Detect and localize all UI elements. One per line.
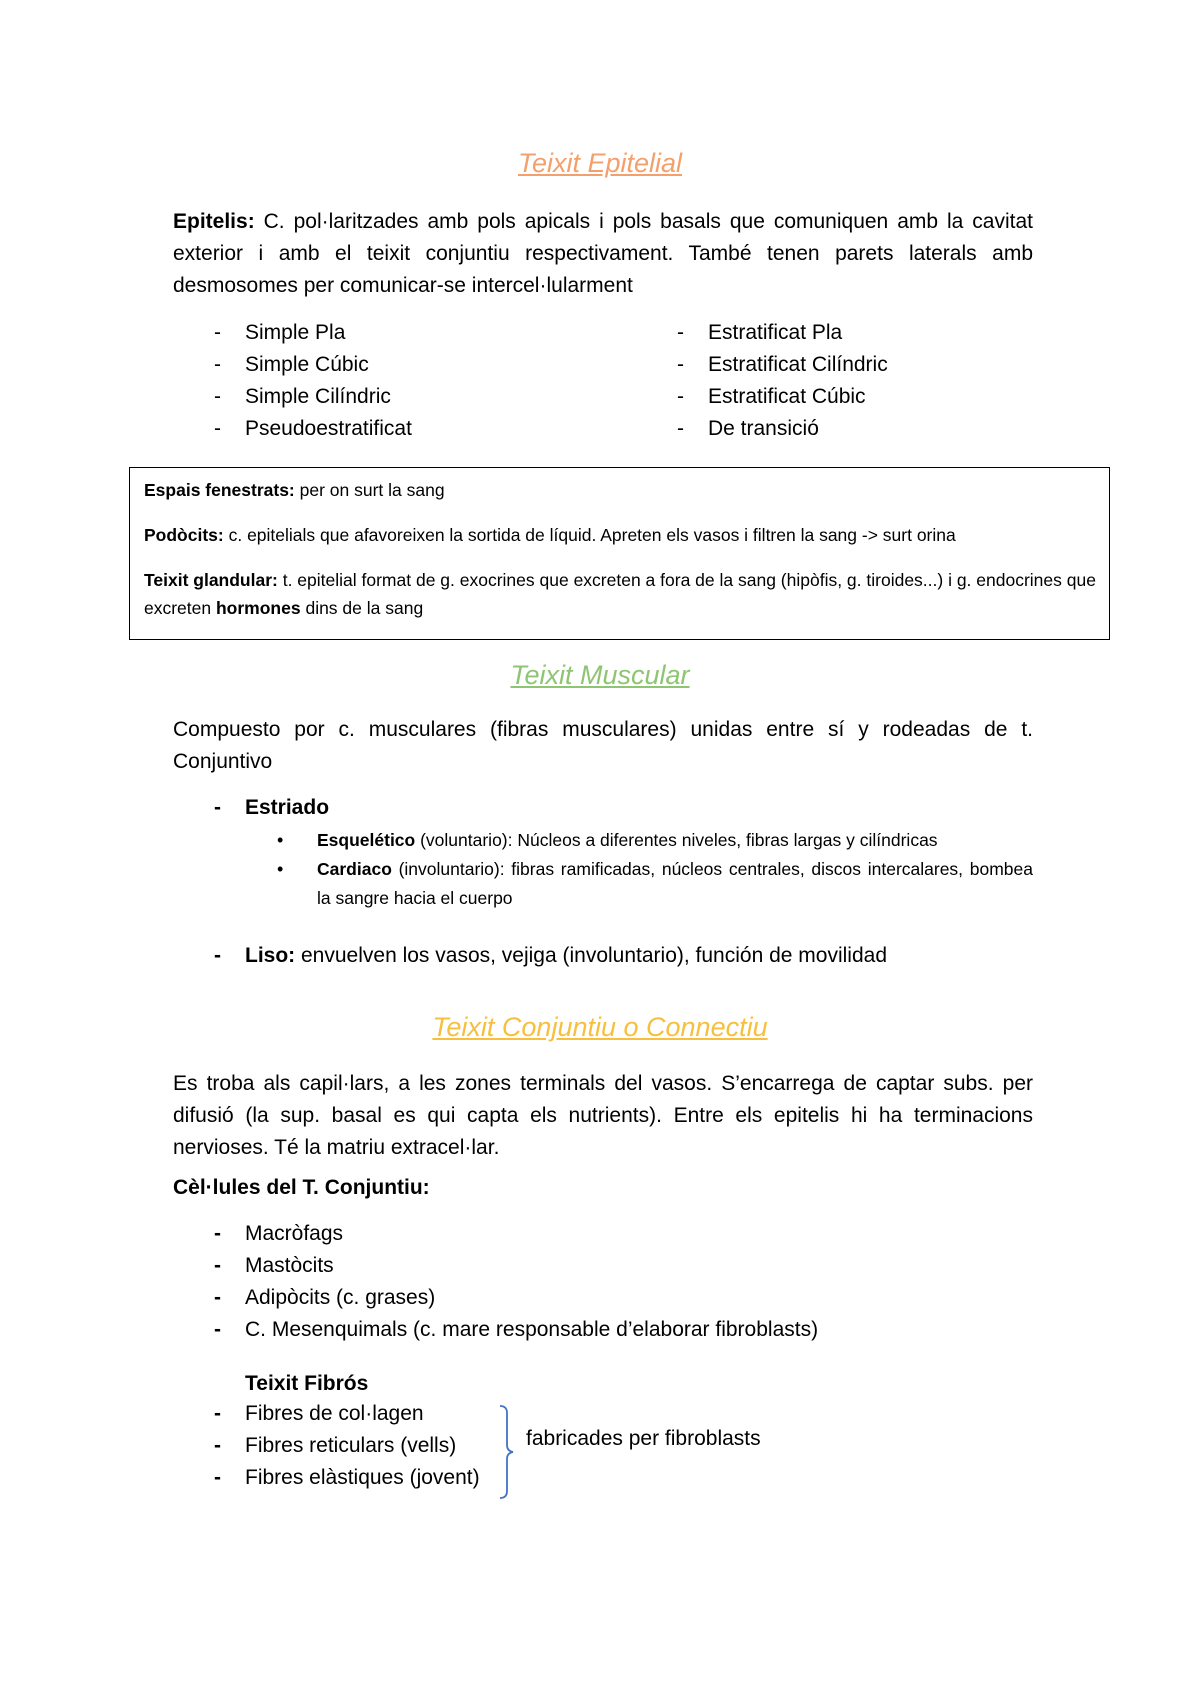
smooth-text: envuelven los vasos, vejiga (involuntario), función de movilidad <box>295 944 887 967</box>
smooth-label: Liso: <box>245 944 296 967</box>
box-line3-label: Teixit glandular: <box>144 570 278 590</box>
skeletal-label: Esquelético <box>317 830 416 850</box>
right-brace-icon <box>499 1405 515 1499</box>
epitelial-title: Teixit Epitelial <box>517 148 683 178</box>
conjuntiu-intro: Es troba als capil·lars, a les zones terminals del vasos. S’encarrega de captar subs. per difusió (la sup. basal es qui capta els nutrients). Entre els epitelis hi ha terminacions nervioses. Té la matriu extracel·lar. <box>173 1072 1033 1159</box>
box-line2-text: c. epitelials que afavoreixen la sortida de líquid. Apreten els vasos i filtren la sang -> surt orina <box>223 525 956 545</box>
cardiac-involuntary: (involuntario): <box>391 859 505 879</box>
list-item: - Simple Pla <box>173 317 603 349</box>
box-line1-label: Espais fenestrats: <box>144 480 295 500</box>
epitelial-intro-text: C. pol·laritzades amb pols apicals i pols basals que comuniquen amb la cavitat exterior i amb el teixit conjuntiu respectivament. També tenen parets laterals amb desmosomes per comunicar-se intercel·lularment <box>173 210 1033 297</box>
list-item-striated: - Estriado <box>173 792 1033 824</box>
cells-list <box>173 1218 1033 1346</box>
list-item: - Fibres de col·lagen <box>173 1398 513 1430</box>
list-item: - Estratificat Cilíndric <box>636 349 1066 381</box>
fibres-note: fabricades per fibroblasts <box>526 1427 761 1450</box>
epitelial-types-left <box>173 317 603 445</box>
list-item: - Simple Cúbic <box>173 349 603 381</box>
box-line3-text-a: t. epitelial format de g. exocrines que excreten a fora de la sang (hipòfis, g. tiroides...) i g. endocrines que excreten <box>144 570 1096 618</box>
list-item: - Simple Cilíndric <box>173 381 603 413</box>
box-line2-label: Podòcits: <box>144 525 224 545</box>
muscular-intro: Compuesto por c. musculares (fibras musculares) unidas entre sí y rodeadas de t. Conjuntivo <box>173 718 1033 773</box>
striated-subtypes <box>245 826 1033 913</box>
notes-box <box>129 467 1110 640</box>
list-item: - Adipòcits (c. grases) <box>173 1282 1033 1314</box>
list-item: - Estratificat Pla <box>636 317 1066 349</box>
muscular-smooth-list <box>173 940 1033 972</box>
list-item: - De transició <box>636 413 1066 445</box>
list-item-cardiac <box>245 855 1033 913</box>
box-line3-bold: hormones <box>215 598 301 618</box>
list-item-smooth <box>173 940 1033 972</box>
list-item-skeletal <box>245 826 1033 855</box>
list-item: - Mastòcits <box>173 1250 1033 1282</box>
box-line1-text: per on surt la sang <box>294 480 445 500</box>
box-line-podocits <box>144 521 1099 549</box>
skeletal-text: Núcleos a diferentes niveles, fibras largas y cilíndricas <box>512 830 938 850</box>
box-line-fenestrats <box>144 476 1099 504</box>
cardiac-text: fibras ramificadas, núcleos centrales, discos intercalares, bombea la sangre hacia el cuerpo <box>317 859 1033 908</box>
skeletal-voluntary: (voluntario): <box>415 830 513 850</box>
cells-heading: Cèl·lules del T. Conjuntiu: <box>173 1176 430 1199</box>
cardiac-label: Cardiaco <box>317 859 392 879</box>
muscular-striated-list <box>173 792 1033 824</box>
list-item: - Fibres elàstiques (jovent) <box>173 1462 513 1494</box>
list-item: - Macròfags <box>173 1218 1033 1250</box>
epitelial-intro <box>173 206 1033 302</box>
epitelial-intro-label: Epitelis: <box>173 210 255 233</box>
list-item: - Fibres reticulars (vells) <box>173 1430 513 1462</box>
muscular-title: Teixit Muscular <box>510 660 690 690</box>
box-line3-text-b: dins de la sang <box>300 598 424 618</box>
list-item: - C. Mesenquimals (c. mare responsable d’elaborar fibroblasts) <box>173 1314 1033 1346</box>
list-item: - Estratificat Cúbic <box>636 381 1066 413</box>
box-line-glandular <box>144 566 1099 622</box>
epitelial-types-right <box>636 317 1066 445</box>
list-item: - Pseudoestratificat <box>173 413 603 445</box>
fibrous-heading: Teixit Fibrós <box>245 1372 369 1395</box>
fibres-list <box>173 1398 513 1494</box>
conjuntiu-title: Teixit Conjuntiu o Connectiu <box>432 1012 768 1042</box>
